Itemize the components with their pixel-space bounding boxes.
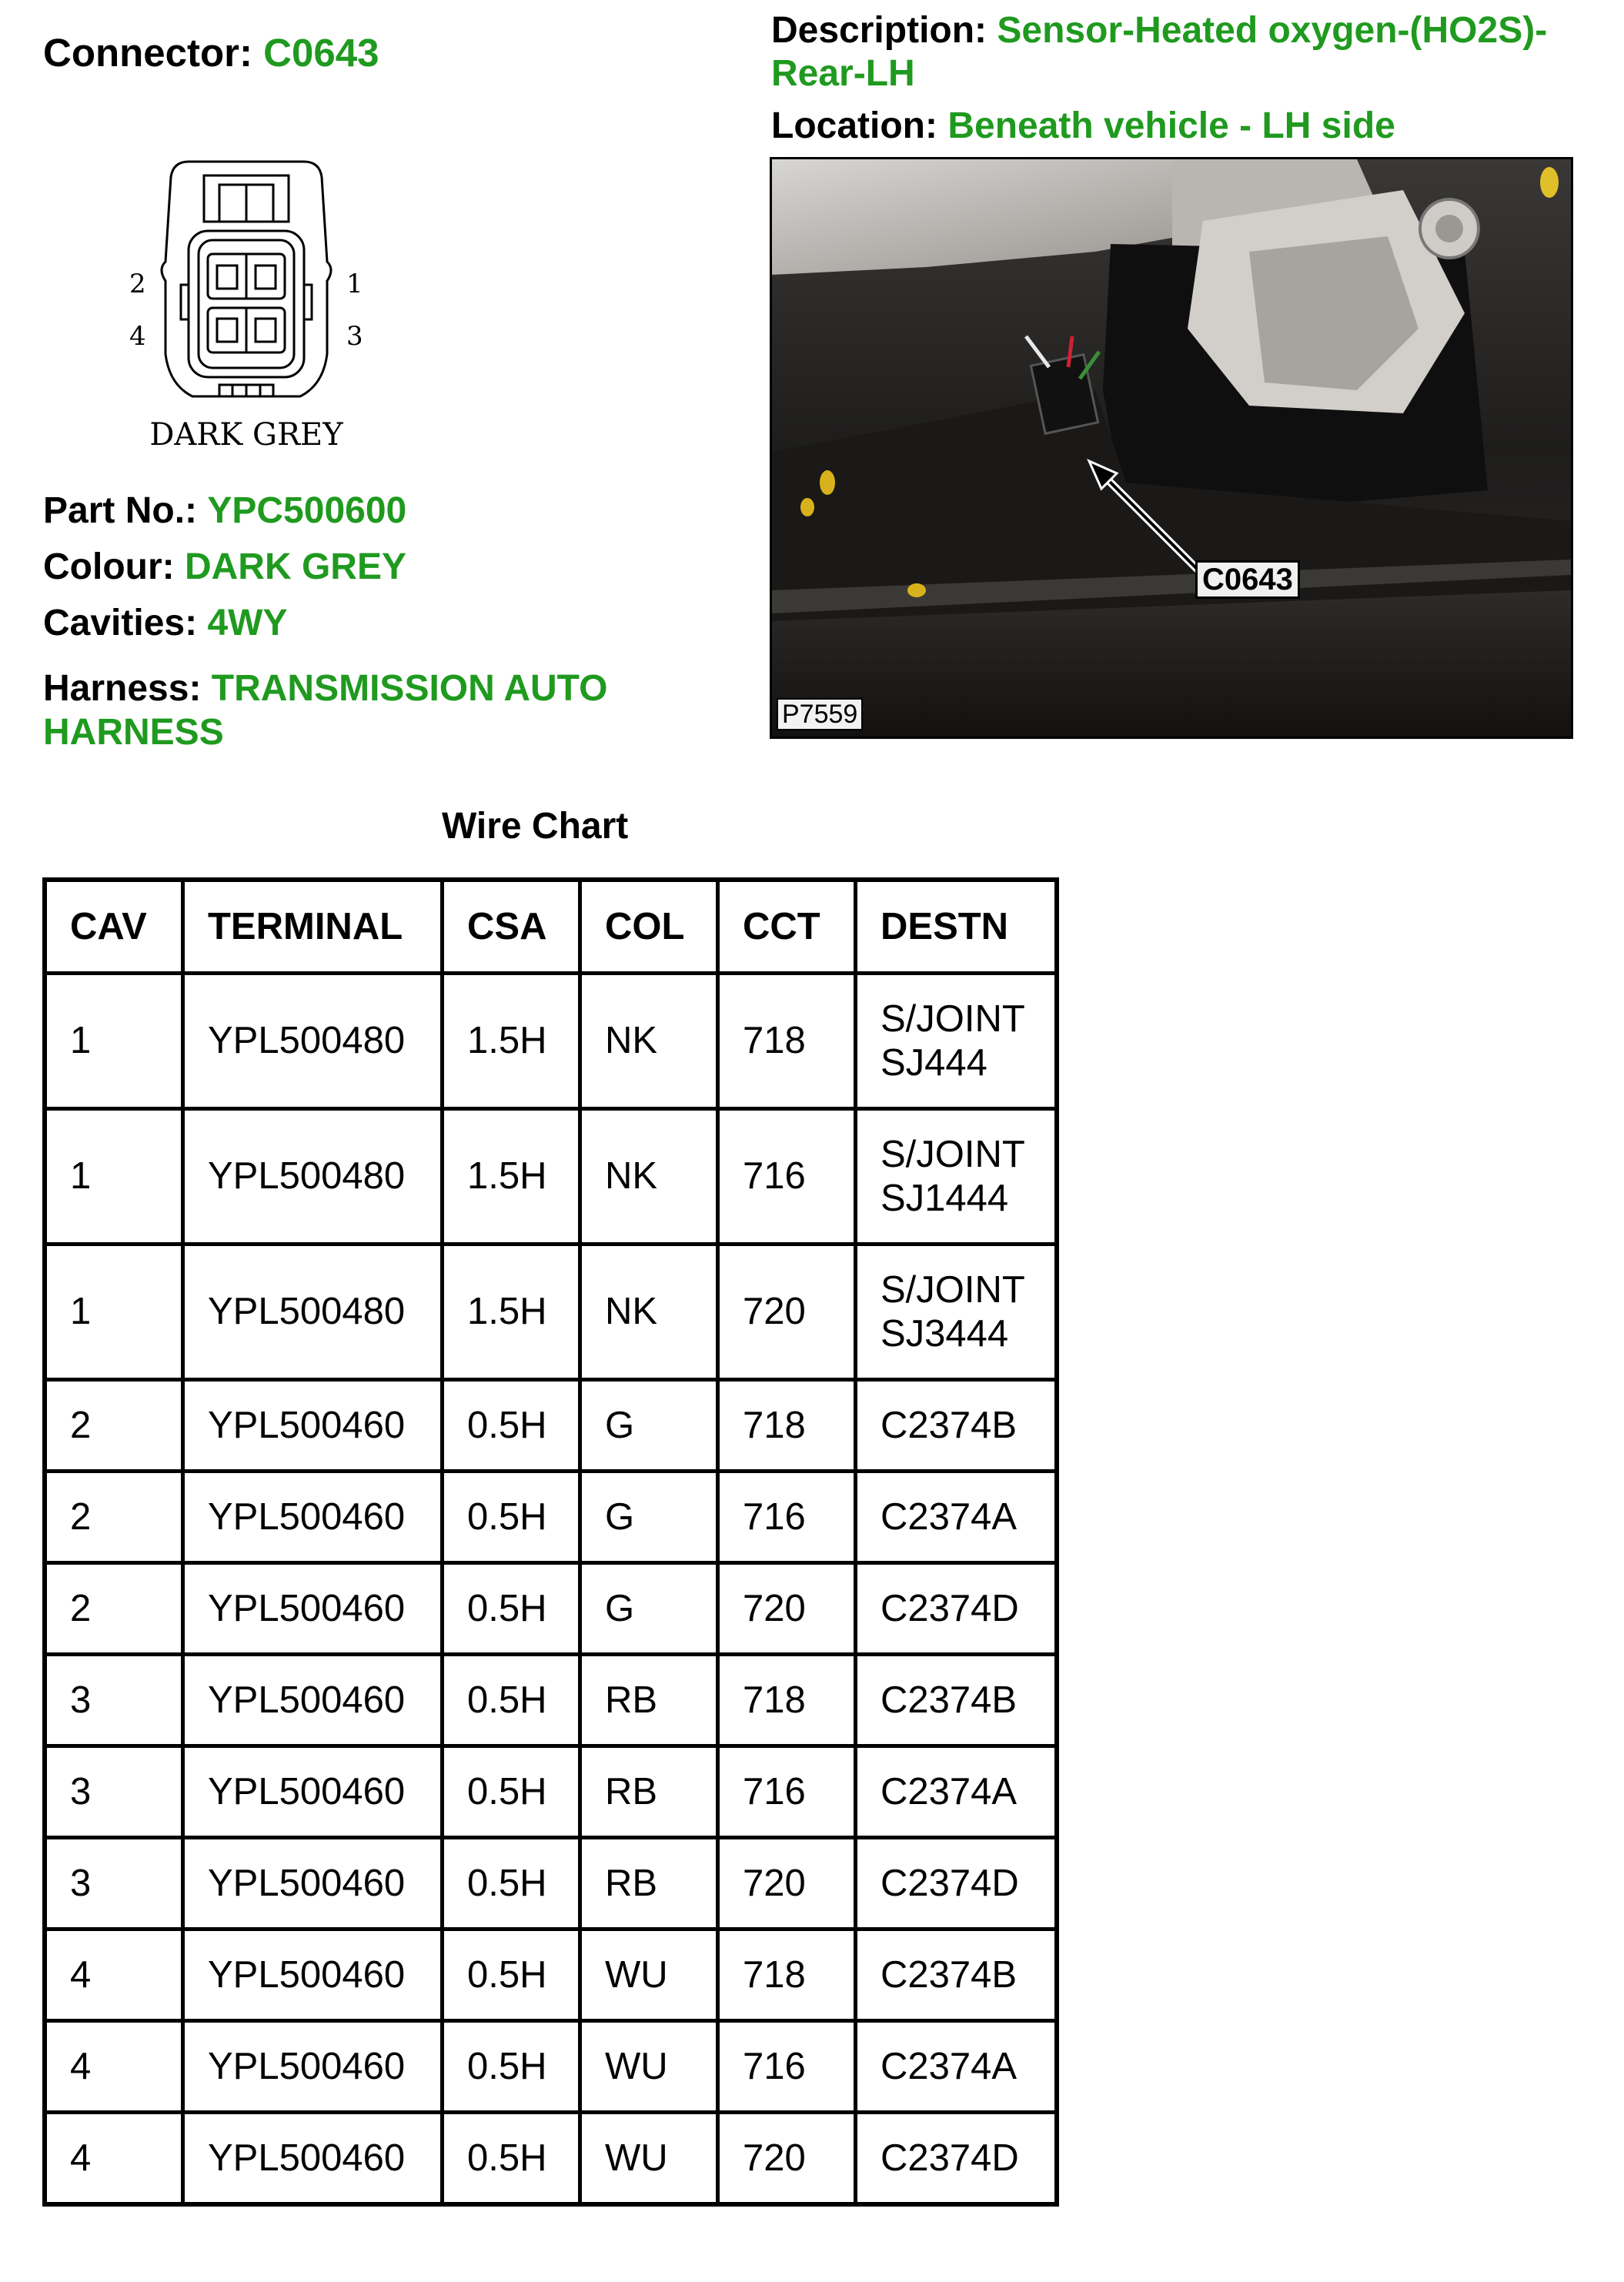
- cell-cct: 718: [718, 1380, 856, 1472]
- cell-terminal: YPL500460: [183, 1563, 443, 1655]
- table-row: [45, 1838, 1057, 1930]
- diagram-colour-caption: DARK GREY: [149, 417, 343, 453]
- cell-cct: 716: [718, 1472, 856, 1563]
- cell-destn: C2374A: [856, 2021, 1058, 2113]
- cell-destn: C2374D: [856, 2113, 1058, 2205]
- table-row: [45, 1746, 1057, 1838]
- cell-terminal: YPL500460: [183, 1655, 443, 1746]
- cell-cav: 3: [45, 1838, 183, 1930]
- cell-terminal: YPL500460: [183, 1838, 443, 1930]
- part-no-label: Part No.:: [43, 490, 198, 531]
- cell-terminal: YPL500480: [183, 1109, 443, 1245]
- header-col: COL: [580, 880, 718, 974]
- cell-csa: 1.5H: [443, 1245, 580, 1380]
- header-csa: CSA: [443, 880, 580, 974]
- cell-cav: 1: [45, 974, 183, 1109]
- cell-col: WU: [580, 2113, 718, 2205]
- cell-cav: 4: [45, 2021, 183, 2113]
- table-row: [45, 1655, 1057, 1746]
- cell-cav: 2: [45, 1563, 183, 1655]
- wire-chart-table: [42, 877, 1059, 2207]
- cell-destn: S/JOINT SJ444: [856, 974, 1058, 1109]
- table-row: [45, 1245, 1057, 1380]
- cell-destn: C2374A: [856, 1746, 1058, 1838]
- cavities-field: [43, 601, 287, 645]
- location-photo: [770, 157, 1573, 739]
- cell-destn: S/JOINT SJ1444: [856, 1109, 1058, 1245]
- description-label: Description:: [771, 10, 987, 51]
- cell-csa: 0.5H: [443, 2113, 580, 2205]
- cell-terminal: YPL500460: [183, 1380, 443, 1472]
- cell-cav: 3: [45, 1746, 183, 1838]
- pin-label-3: 3: [346, 321, 363, 352]
- colour-label: Colour:: [43, 546, 175, 587]
- cell-col: NK: [580, 974, 718, 1109]
- cell-cav: 1: [45, 1109, 183, 1245]
- connector-label: Connector:: [43, 31, 252, 75]
- table-row: [45, 1472, 1057, 1563]
- table-row: [45, 1109, 1057, 1245]
- cell-cav: 2: [45, 1472, 183, 1563]
- cell-csa: 0.5H: [443, 1655, 580, 1746]
- part-no-field: [43, 489, 406, 533]
- description-value: Sensor-Heated oxygen-(HO2S)-Rear-LH: [771, 10, 1548, 94]
- cell-destn: C2374B: [856, 1930, 1058, 2021]
- table-row: [45, 2113, 1057, 2205]
- description-field: [771, 9, 1610, 95]
- cell-col: RB: [580, 1746, 718, 1838]
- cell-csa: 0.5H: [443, 1746, 580, 1838]
- cell-cav: 4: [45, 2113, 183, 2205]
- location-label: Location:: [771, 105, 937, 146]
- cell-cct: 718: [718, 1655, 856, 1746]
- cell-destn: C2374A: [856, 1472, 1058, 1563]
- cell-csa: 1.5H: [443, 974, 580, 1109]
- colour-field: [43, 545, 406, 589]
- cell-cav: 1: [45, 1245, 183, 1380]
- cell-cct: 716: [718, 2021, 856, 2113]
- table-row: [45, 1930, 1057, 2021]
- cell-col: WU: [580, 2021, 718, 2113]
- pin-label-1: 1: [346, 269, 363, 299]
- cell-csa: 0.5H: [443, 1838, 580, 1930]
- cell-col: G: [580, 1563, 718, 1655]
- header-terminal: TERMINAL: [183, 880, 443, 974]
- cell-col: RB: [580, 1838, 718, 1930]
- table-row: [45, 2021, 1057, 2113]
- cell-terminal: YPL500460: [183, 2021, 443, 2113]
- cell-csa: 0.5H: [443, 1472, 580, 1563]
- cell-terminal: YPL500480: [183, 1245, 443, 1380]
- cell-cct: 716: [718, 1109, 856, 1245]
- connector-value: C0643: [263, 31, 379, 75]
- cell-col: G: [580, 1380, 718, 1472]
- part-no-value: YPC500600: [207, 490, 407, 531]
- cavities-label: Cavities:: [43, 603, 198, 643]
- photo-callout: C0643: [1195, 560, 1300, 599]
- cell-terminal: YPL500460: [183, 1930, 443, 2021]
- table-row: [45, 974, 1057, 1109]
- cell-cav: 2: [45, 1380, 183, 1472]
- cell-csa: 0.5H: [443, 2021, 580, 2113]
- cell-cct: 720: [718, 1838, 856, 1930]
- cell-terminal: YPL500460: [183, 1472, 443, 1563]
- wire-chart-header-row: [45, 880, 1057, 974]
- cell-cav: 3: [45, 1655, 183, 1746]
- cell-col: G: [580, 1472, 718, 1563]
- header-cav: CAV: [45, 880, 183, 974]
- connector-face-diagram: [115, 154, 377, 462]
- cell-cct: 716: [718, 1746, 856, 1838]
- cell-cct: 718: [718, 974, 856, 1109]
- pin-label-2: 2: [129, 269, 146, 299]
- harness-field: [43, 667, 674, 754]
- colour-value: DARK GREY: [184, 546, 406, 587]
- cell-cav: 4: [45, 1930, 183, 2021]
- harness-label: Harness:: [43, 668, 202, 709]
- cell-cct: 720: [718, 1563, 856, 1655]
- cell-csa: 0.5H: [443, 1563, 580, 1655]
- cavities-value: 4WY: [207, 603, 288, 643]
- wire-chart-title: Wire Chart: [442, 806, 629, 847]
- cell-destn: C2374D: [856, 1838, 1058, 1930]
- cell-cct: 720: [718, 2113, 856, 2205]
- photo-reference: P7559: [777, 698, 863, 730]
- location-field: [771, 104, 1395, 148]
- cell-terminal: YPL500480: [183, 974, 443, 1109]
- cell-terminal: YPL500460: [183, 1746, 443, 1838]
- cell-col: NK: [580, 1245, 718, 1380]
- cell-cct: 718: [718, 1930, 856, 2021]
- cell-destn: S/JOINT SJ3444: [856, 1245, 1058, 1380]
- harness-value: TRANSMISSION AUTO HARNESS: [43, 668, 608, 753]
- cell-csa: 1.5H: [443, 1109, 580, 1245]
- cell-col: NK: [580, 1109, 718, 1245]
- header-destn: DESTN: [856, 880, 1058, 974]
- cell-terminal: YPL500460: [183, 2113, 443, 2205]
- connector-field: [43, 31, 379, 75]
- pin-label-4: 4: [129, 321, 146, 352]
- table-row: [45, 1380, 1057, 1472]
- cell-col: RB: [580, 1655, 718, 1746]
- table-row: [45, 1563, 1057, 1655]
- location-value: Beneath vehicle - LH side: [947, 105, 1395, 146]
- header-cct: CCT: [718, 880, 856, 974]
- cell-cct: 720: [718, 1245, 856, 1380]
- cell-csa: 0.5H: [443, 1930, 580, 2021]
- cell-csa: 0.5H: [443, 1380, 580, 1472]
- cell-destn: C2374B: [856, 1380, 1058, 1472]
- cell-col: WU: [580, 1930, 718, 2021]
- cell-destn: C2374D: [856, 1563, 1058, 1655]
- cell-destn: C2374B: [856, 1655, 1058, 1746]
